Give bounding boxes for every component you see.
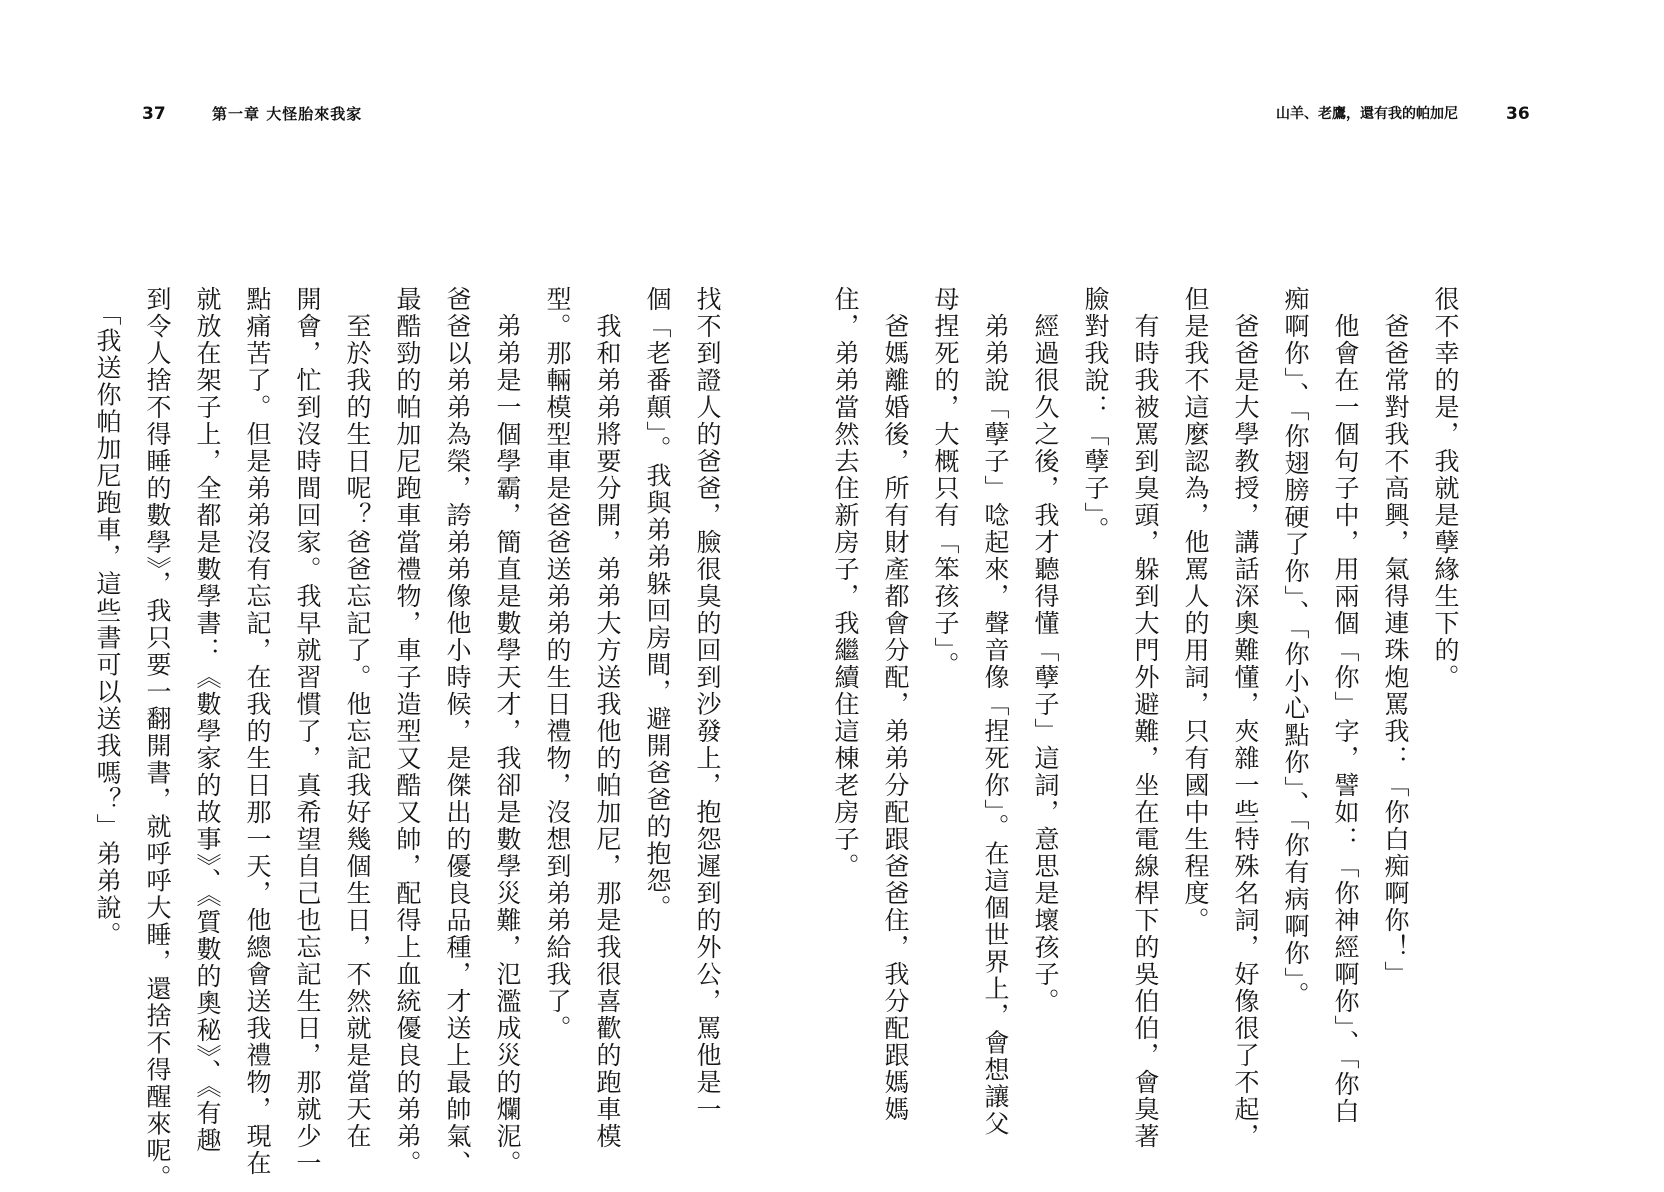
- text-column: 至於我的生日呢？爸爸忘記了。他忘記我好幾個生日，不然就是當天在: [343, 286, 372, 1150]
- text-column: 型。那輛模型車是爸爸送弟弟的生日禮物，沒想到弟弟給我了。: [543, 286, 572, 1042]
- body-text-right: [831, 286, 1470, 1150]
- text-column: 經過很久之後，我才聽得懂「孽子」這詞，意思是壞孩子。: [1031, 286, 1060, 1015]
- text-column: 母捏死的，大概只有「笨孩子」。: [931, 286, 960, 679]
- text-column: 找不到證人的爸爸，臉很臭的回到沙發上，抱怨遲到的外公，罵他是一: [693, 286, 722, 1123]
- text-column: 臉對我說：「孽子」。: [1081, 286, 1110, 544]
- text-column: 到令人捨不得睡的數學》，我只要一翻開書，就呼呼大睡，還捨不得醒來呢。: [143, 286, 172, 1192]
- text-column: 點痛苦了。但是弟弟沒有忘記，在我的生日那一天，他總會送我禮物，現在: [243, 286, 272, 1177]
- text-column: 他會在一個句子中，用兩個「你」字，譬如：「你神經啊你」、「你白: [1331, 286, 1360, 1125]
- text-column: 爸爸以弟弟為榮，誇弟弟像他小時候，是傑出的優良品種，才送上最帥氣、: [443, 286, 472, 1177]
- text-column: 「我送你帕加尼跑車，這些書可以送我嗎？」弟弟說。: [93, 286, 122, 949]
- text-column: 我和弟弟將要分開，弟弟大方送我他的帕加尼，那是我很喜歡的跑車模: [593, 286, 622, 1150]
- text-column: 弟弟說「孽子」唸起來，聲音像「捏死你」。在這個世界上，會想讓父: [981, 286, 1010, 1138]
- text-column: 很不幸的是，我就是孽緣生下的。: [1431, 286, 1460, 691]
- body-text-left: [93, 286, 732, 1192]
- page-number-left: 37: [142, 104, 166, 124]
- page-number-right: 36: [1506, 104, 1530, 124]
- text-column: 住，弟弟當然去住新房子，我繼續住這棟老房子。: [831, 286, 860, 880]
- text-column: 就放在架子上，全都是數學書：《數學家的故事》、《質數的奧秘》、《有趣: [193, 286, 222, 1154]
- running-head-left: 第一章 大怪胎來我家: [212, 105, 363, 123]
- text-column: 弟弟是一個學霸，簡直是數學天才，我卻是數學災難，氾濫成災的爛泥。: [493, 286, 522, 1177]
- text-column: 個「老番顛」。我與弟弟躲回房間，避開爸爸的抱怨。: [643, 286, 672, 922]
- text-column: 痴啊你」、「你翅膀硬了你」、「你小心點你」、「你有病啊你」。: [1281, 286, 1310, 1009]
- text-column: 但是我不這麼認為，他罵人的用詞，只有國中生程度。: [1181, 286, 1210, 934]
- text-column: 開會，忙到沒時間回家。我早就習慣了，真希望自己也忘記生日，那就少一: [293, 286, 322, 1177]
- running-head-right: 山羊、老鷹，還有我的帕加尼: [1276, 106, 1458, 122]
- text-column: 爸爸常對我不高興，氣得連珠炮罵我：「你白痴啊你！」: [1381, 286, 1410, 988]
- text-column: 爸爸是大學教授，講話深奧難懂，夾雜一些特殊名詞，好像很了不起，: [1231, 286, 1260, 1150]
- text-column: 有時我被罵到臭頭，躲到大門外避難，坐在電線桿下的吳伯伯，會臭著: [1131, 286, 1160, 1150]
- text-column: 最酷勁的帕加尼跑車當禮物，車子造型又酷又帥，配得上血統優良的弟弟。: [393, 286, 422, 1177]
- text-column: 爸媽離婚後，所有財產都會分配，弟弟分配跟爸爸住，我分配跟媽媽: [881, 286, 910, 1123]
